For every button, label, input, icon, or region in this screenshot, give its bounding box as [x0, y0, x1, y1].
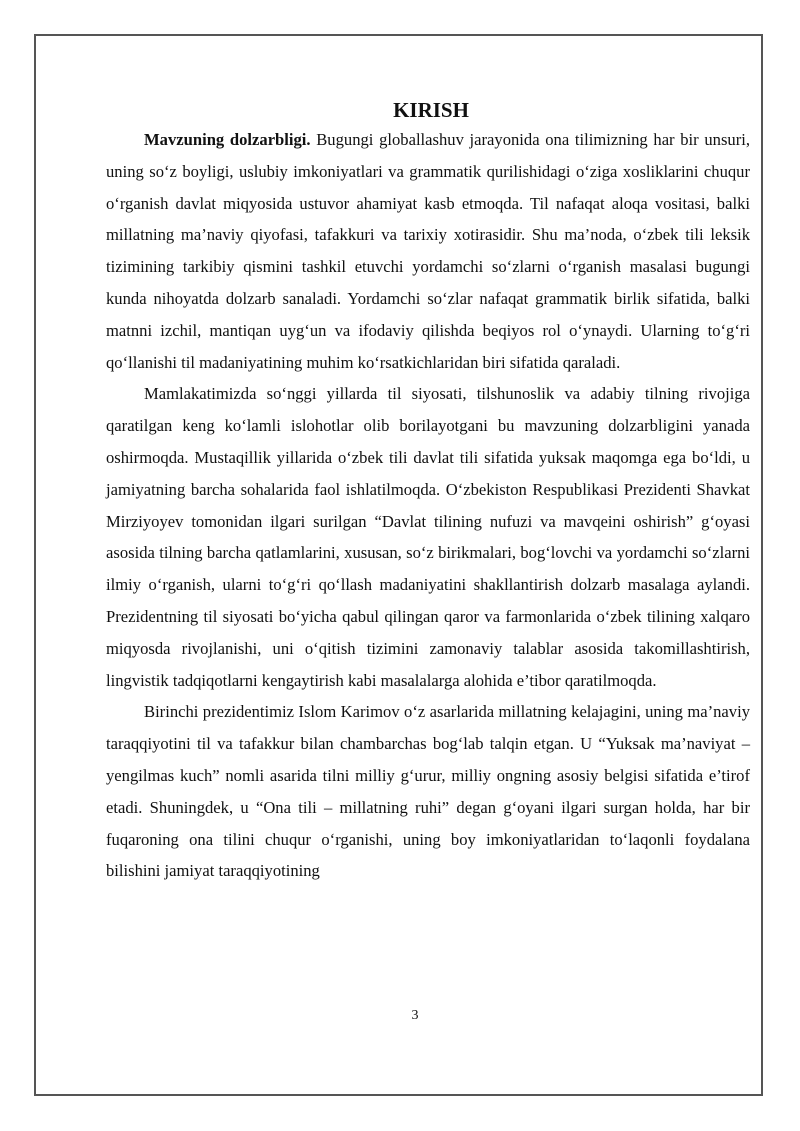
section-lead: Mavzuning dolzarbligi. [144, 130, 311, 149]
page-number: 3 [411, 1008, 419, 1023]
paragraph-3: Birinchi prezidentimiz Islom Karimov o‘z asarlarida millatning kelajagini, uning ma’naviy taraqqiyotini til va tafakkur bilan chambarchas bog‘lab talqin etgan. U “Yuksak ma’naviyat – yengilmas kuch” nomli asarida tilni milliy g‘urur, milliy ongning asosiy belgisi sifatida e’tirof etadi. Shuningdek, u “Ona tili – millatning ruhi” degan g‘oyani ilgari surgan holda, har bir fuqaroning ona tilini chuqur o‘rganishi, uning boy imkoniyatlaridan to‘laqonli foydalana bilishini jamiyat taraqqiyotining [106, 702, 750, 881]
document-title: KIRISH [393, 98, 469, 122]
paragraph-1-text: Bugungi globallashuv jarayonida ona tilimizning har bir unsuri, uning so‘z boyligi, uslubiy imkoniyatlari va grammatik qurilishidagi o‘ziga xosliklarini chuqur o‘rganish davlat miqyosida ustuvor ahamiyat kasb etmoqda. Til nafaqat aloqa vositasi, balki millatning ma’naviy qiyofasi, tafakkuri va tarixiy xotirasidir. Shu ma’noda, o‘zbek tili leksik tizimining tarkibiy qismini tashkil etuvchi yordamchi so‘zlarni o‘rganish masalasi bugungi kunda nihoyatda dolzarb sanaladi. Yordamchi so‘zlar nafaqat grammatik birlik sifatida, balki matnni izchil, mantiqan uyg‘un va ifodaviy qilishda beqiyos rol o‘ynaydi. Ularning to‘g‘ri qo‘llanishi til madaniyatining muhim ko‘rsatkichlaridan biri sifatida qaraladi. [106, 130, 751, 372]
paragraph-2: Mamlakatimizda so‘nggi yillarda til siyosati, tilshunoslik va adabiy tilning rivojiga qaratilgan keng ko‘lamli islohotlar olib borilayotgani bu mavzuning dolzarbligini yanada oshirmoqda. Mustaqillik yillarida o‘zbek tili davlat tili sifatida yuksak maqomga ega bo‘ldi, u jamiyatning barcha sohalarida faol ishlatilmoqda. O‘zbekiston Respublikasi Prezidenti Shavkat Mirziyoyev tomonidan ilgari surilgan “Davlat tilining nufuzi va mavqeini oshirish” g‘oyasi asosida tilning barcha qatlamlarini, xususan, so‘z birikmalari, bog‘lovchi va yordamchi so‘zlarni ilmiy o‘rganish, ularni to‘g‘ri qo‘llash madaniyatini shakllantirish dolzarb masalaga aylandi. Prezidentning til siyosati bo‘yicha qabul qilingan qaror va farmonlarida o‘zbek tilining xalqaro miqyosda rivojlanishi, uni o‘qitish tizimini zamonaviy talablar asosida takomillashtirish, lingvistik tadqiqotlarni kengaytirish kabi masalalarga alohida e’tibor qaratilmoqda. [106, 384, 750, 690]
paragraph-1 [106, 124, 750, 378]
document-body [106, 96, 750, 887]
